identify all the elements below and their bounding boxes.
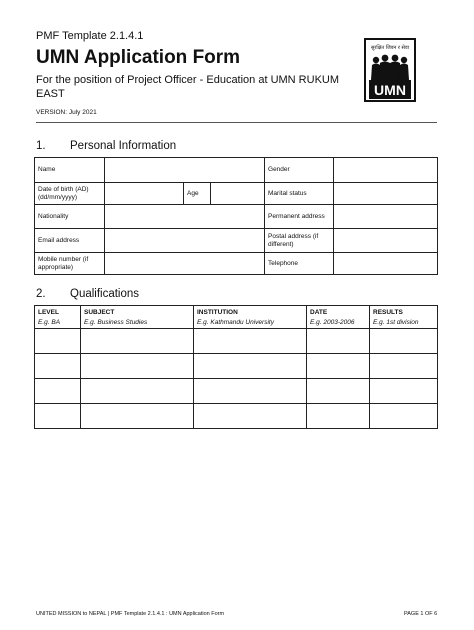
example-date: E.g. 2003-2006 <box>307 318 370 329</box>
table-row <box>35 183 438 205</box>
table-row <box>35 404 438 429</box>
version-label: VERSION: July 2021 <box>36 109 97 116</box>
subject-cell[interactable] <box>81 404 194 429</box>
logo-script: सुरक्षित जिवन र सेवा <box>371 45 409 51</box>
subject-cell[interactable] <box>81 354 194 379</box>
table-row <box>35 229 438 253</box>
date-cell[interactable] <box>307 379 370 404</box>
page-title: UMN Application Form <box>36 47 241 68</box>
table-row <box>35 329 438 354</box>
name-label: Name <box>35 158 105 183</box>
telephone-label: Telephone <box>265 253 334 275</box>
position-subtitle: For the position of Project Officer - Education at UMN RUKUM EAST <box>36 74 340 100</box>
gender-label: Gender <box>265 158 334 183</box>
email-field[interactable] <box>105 229 265 253</box>
subject-cell[interactable] <box>81 379 194 404</box>
table-row <box>35 354 438 379</box>
mobile-field[interactable] <box>105 253 265 275</box>
institution-cell[interactable] <box>194 379 307 404</box>
date-cell[interactable] <box>307 329 370 354</box>
permanent-address-label: Permanent address <box>265 205 334 229</box>
column-header-institution: INSTITUTION <box>194 306 307 319</box>
marital-status-label: Marital status <box>265 183 334 205</box>
section-number: 1. <box>36 140 46 152</box>
postal-address-field[interactable] <box>334 229 438 253</box>
level-cell[interactable] <box>35 404 81 429</box>
logo-text: UMN <box>374 82 406 98</box>
gender-field[interactable] <box>334 158 438 183</box>
footer-document-info: UNITED MISSION to NEPAL | PMF Template 2.1.4.1 : UMN Application Form <box>36 611 225 617</box>
date-cell[interactable] <box>307 354 370 379</box>
institution-cell[interactable] <box>194 354 307 379</box>
level-cell[interactable] <box>35 379 81 404</box>
column-header-date: DATE <box>307 306 370 319</box>
mobile-label: Mobile number (if appropriate) <box>35 253 105 275</box>
example-institution: E.g. Kathmandu University <box>194 318 307 329</box>
name-field[interactable] <box>105 158 265 183</box>
level-cell[interactable] <box>35 329 81 354</box>
umn-logo <box>364 38 416 102</box>
table-row <box>35 158 438 183</box>
section-number: 2. <box>36 288 46 300</box>
example-results: E.g. 1st division <box>370 318 438 329</box>
column-header-level: LEVEL <box>35 306 81 319</box>
section-title: Personal Information <box>70 140 177 152</box>
nationality-label: Nationality <box>35 205 105 229</box>
qualifications-table <box>34 305 438 429</box>
header-divider <box>36 122 437 123</box>
results-cell[interactable] <box>370 354 438 379</box>
personal-info-table <box>34 157 438 275</box>
column-header-subject: SUBJECT <box>81 306 194 319</box>
table-row <box>35 253 438 275</box>
permanent-address-field[interactable] <box>334 205 438 229</box>
telephone-field[interactable] <box>334 253 438 275</box>
table-row <box>35 205 438 229</box>
table-header-row <box>35 306 438 319</box>
footer-page-number: PAGE 1 OF 6 <box>404 611 438 617</box>
dob-field[interactable] <box>105 183 184 205</box>
example-row <box>35 318 438 329</box>
marital-status-field[interactable] <box>334 183 438 205</box>
institution-cell[interactable] <box>194 404 307 429</box>
subject-cell[interactable] <box>81 329 194 354</box>
nationality-field[interactable] <box>105 205 265 229</box>
example-level: E.g. BA <box>35 318 81 329</box>
email-label: Email address <box>35 229 105 253</box>
age-label: Age <box>184 183 211 205</box>
institution-cell[interactable] <box>194 329 307 354</box>
postal-address-label: Postal address (if different) <box>265 229 334 253</box>
date-cell[interactable] <box>307 404 370 429</box>
umn-logo-graphic <box>366 40 414 100</box>
template-id: PMF Template 2.1.4.1 <box>36 30 144 42</box>
age-field[interactable] <box>211 183 265 205</box>
table-row <box>35 379 438 404</box>
results-cell[interactable] <box>370 404 438 429</box>
example-subject: E.g. Business Studies <box>81 318 194 329</box>
column-header-results: RESULTS <box>370 306 438 319</box>
section-personal-information <box>36 140 176 152</box>
level-cell[interactable] <box>35 354 81 379</box>
section-title: Qualifications <box>70 288 140 300</box>
results-cell[interactable] <box>370 379 438 404</box>
dob-label: Date of birth (AD) (dd/mm/yyyy) <box>35 183 105 205</box>
section-qualifications <box>36 288 139 300</box>
results-cell[interactable] <box>370 329 438 354</box>
